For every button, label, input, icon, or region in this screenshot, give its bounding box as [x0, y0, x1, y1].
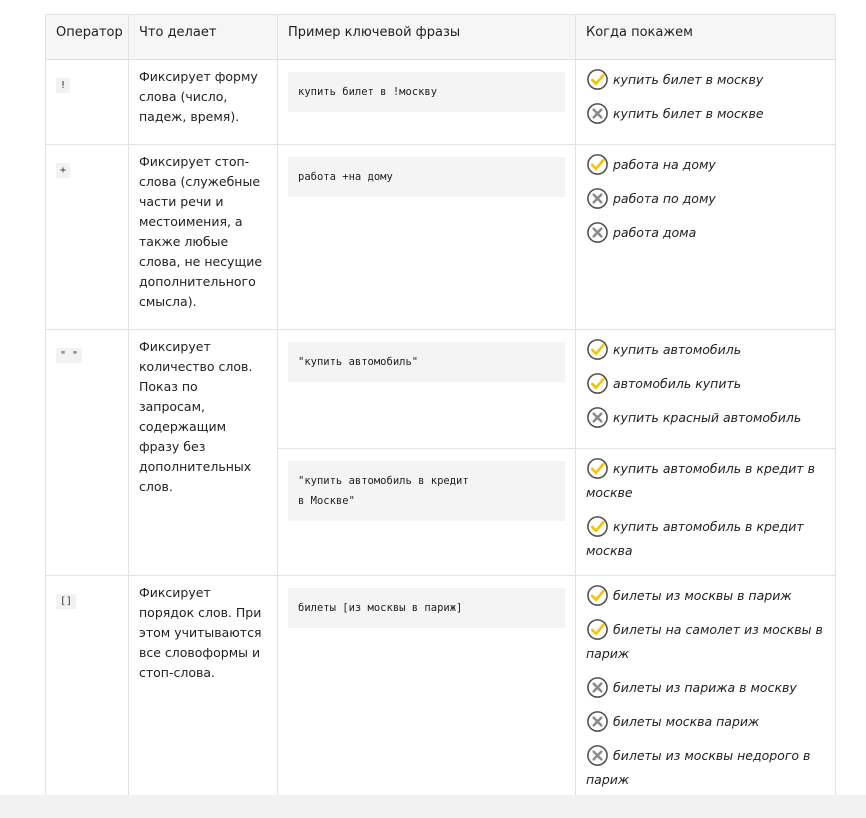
- check-icon: [586, 515, 609, 538]
- results-cell: [576, 576, 836, 805]
- result-text: работа на дому: [613, 157, 716, 172]
- operator-cell: [46, 330, 129, 576]
- result-item: [586, 457, 825, 505]
- operator-description: Фиксирует количество слов. Показ по запросам, содержащим фразу без дополнительных слов.: [139, 339, 253, 494]
- cross-icon: [586, 710, 609, 733]
- results-cell: [576, 449, 836, 576]
- result-text: билеты москва париж: [613, 714, 760, 729]
- result-item: [586, 618, 825, 666]
- result-text: купить автомобиль в кредит москва: [586, 519, 804, 558]
- result-text: работа дома: [613, 225, 697, 240]
- description-cell: [129, 60, 278, 145]
- result-item: [586, 153, 825, 177]
- result-item: [586, 676, 825, 700]
- results-cell: [576, 60, 836, 145]
- operator-symbol: " ": [56, 348, 82, 363]
- example-phrase-code: купить билет в !москву: [288, 72, 565, 112]
- result-text: билеты на самолет из москвы в париж: [586, 622, 823, 661]
- header-what-it-does: Что делает: [129, 15, 278, 60]
- table-row: [46, 60, 836, 145]
- results-cell: [576, 330, 836, 449]
- operator-description: Фиксирует стоп-слова (служебные части речи и местоимения, а также любые слова, не несущие дополнительного смысла).: [139, 154, 263, 309]
- result-text: билеты из парижа в москву: [613, 680, 797, 695]
- example-phrase-code: "купить автомобиль": [288, 342, 565, 382]
- cross-icon: [586, 676, 609, 699]
- operators-table: [45, 14, 836, 805]
- check-icon: [586, 68, 609, 91]
- result-item: [586, 338, 825, 362]
- result-text: купить билет в москву: [613, 72, 764, 87]
- header-row: [46, 15, 836, 60]
- header-when-shown: Когда покажем: [576, 15, 836, 60]
- operator-description: Фиксирует форму слова (число, падеж, время).: [139, 69, 258, 124]
- result-text: билеты из москвы в париж: [613, 588, 792, 603]
- example-phrase-cell: [278, 60, 576, 145]
- operator-symbol: []: [56, 594, 76, 609]
- description-cell: [129, 576, 278, 805]
- result-text: работа по дому: [613, 191, 716, 206]
- result-text: купить автомобиль в кредит в москве: [586, 461, 815, 500]
- check-icon: [586, 457, 609, 480]
- result-text: купить билет в москве: [613, 106, 764, 121]
- result-item: [586, 221, 825, 245]
- results-cell: [576, 145, 836, 330]
- check-icon: [586, 372, 609, 395]
- table-row: [46, 330, 836, 449]
- cross-icon: [586, 744, 609, 767]
- operator-symbol: !: [56, 78, 70, 93]
- cross-icon: [586, 102, 609, 125]
- result-item: [586, 710, 825, 734]
- result-text: купить красный автомобиль: [613, 410, 802, 425]
- operator-cell: [46, 60, 129, 145]
- example-phrase-code: билеты [из москвы в париж]: [288, 588, 565, 628]
- operator-symbol: +: [56, 163, 70, 178]
- result-text: купить автомобиль: [613, 342, 742, 357]
- result-item: [586, 406, 825, 430]
- header-operator: Оператор: [46, 15, 129, 60]
- description-cell: [129, 330, 278, 576]
- example-phrase-code: работа +на дому: [288, 157, 565, 197]
- result-item: [586, 372, 825, 396]
- check-icon: [586, 338, 609, 361]
- result-item: [586, 68, 825, 92]
- table-header: [46, 15, 836, 60]
- result-text: билеты из москвы недорого в париж: [586, 748, 811, 787]
- example-phrase-code: "купить автомобиль в кредит в Москве": [288, 461, 565, 521]
- result-item: [586, 187, 825, 211]
- header-example-phrase: Пример ключевой фразы: [278, 15, 576, 60]
- table-body: [46, 60, 836, 805]
- result-item: [586, 584, 825, 608]
- result-item: [586, 744, 825, 792]
- cross-icon: [586, 187, 609, 210]
- example-phrase-cell: [278, 330, 576, 449]
- cross-icon: [586, 221, 609, 244]
- check-icon: [586, 153, 609, 176]
- table-row: [46, 576, 836, 805]
- description-cell: [129, 145, 278, 330]
- example-phrase-cell: [278, 449, 576, 576]
- example-phrase-cell: [278, 145, 576, 330]
- operator-description: Фиксирует порядок слов. При этом учитываются все словоформы и стоп-слова.: [139, 585, 262, 680]
- check-icon: [586, 584, 609, 607]
- check-icon: [586, 618, 609, 641]
- footer-bar: [0, 795, 866, 818]
- result-item: [586, 102, 825, 126]
- example-phrase-cell: [278, 576, 576, 805]
- operator-cell: [46, 576, 129, 805]
- table-row: [46, 145, 836, 330]
- cross-icon: [586, 406, 609, 429]
- result-text: автомобиль купить: [613, 376, 742, 391]
- operator-cell: [46, 145, 129, 330]
- result-item: [586, 515, 825, 563]
